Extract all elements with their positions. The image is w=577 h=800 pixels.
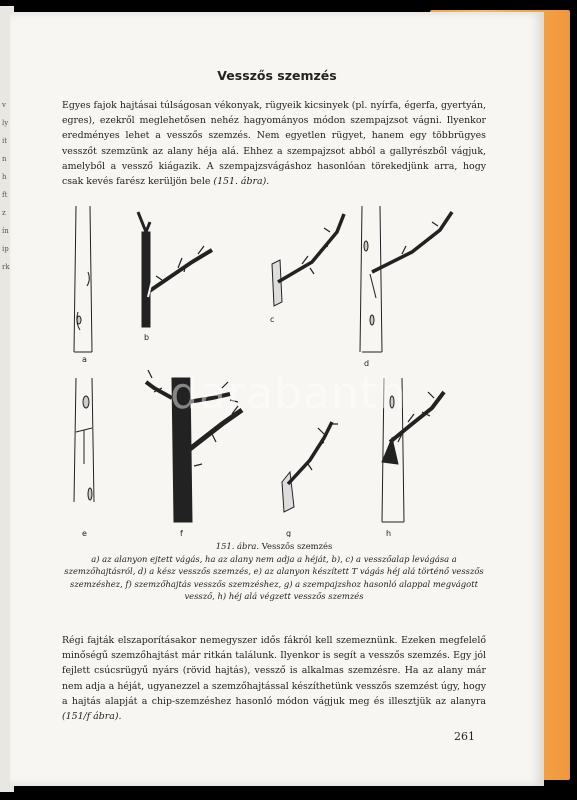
caption-title: Vesszős szemzés	[261, 541, 333, 551]
illustration-g	[282, 422, 338, 512]
illustration-d	[360, 206, 452, 352]
figure-label-b: b	[144, 333, 150, 342]
illustration-a	[74, 206, 92, 352]
watermark: darabanth	[170, 368, 407, 419]
figure-label-e: e	[82, 529, 87, 537]
illustration-c	[272, 214, 344, 306]
figure-caption	[62, 540, 486, 603]
left-page-marks: v ly it n h ft z ín ip rk	[2, 101, 10, 271]
second-paragraph	[62, 633, 486, 724]
section-title: Vesszős szemzés	[217, 68, 337, 83]
intro-figure-ref: (151. ábra).	[213, 176, 270, 188]
second-figure-ref: (151/f ábra).	[62, 711, 122, 723]
intro-paragraph	[62, 98, 486, 189]
figure-label-a: a	[82, 355, 87, 364]
figure-label-g: g	[286, 529, 292, 537]
figure-label-h: h	[386, 529, 392, 537]
caption-number: 151. ábra.	[215, 541, 260, 551]
caption-text: a) az alanyon ejtett vágás, ha az alany nem adja a héját, b), c) a vesszőalap levágása a szemzőhajtásról, d) a kész vesszős szemzés, e) az alanyon készített T vágás héj alá történő vesszős szemzéshez, f) szemzőhajtás vesszős szemzéshez, g) a szempajzshoz hasonló alappal megvágott vessző, h) héj alá végzett vesszős szemzés	[64, 553, 484, 602]
figure-label-d: d	[364, 359, 370, 368]
figure-label-c: c	[270, 315, 275, 324]
second-text: Régi fajták elszaporításakor nemegyszer idős fákról kell szemeznünk. Ezeken megfelelő minőségű szemzőhajtást már ritkán találunk. Ilyenkor is segít a vesszős szemzés. Egy jól fejlett csúcsrügyű nyárs (rövid hajtás), vessző is alkalmas szemzésre. Ha az alany már nem adja a héját, ugyanezzel a szemzőhajtással készíthetünk vesszős szemzést úgy, hogy a hajtás alapját a chip-szemzéshez hasonló módon vágjuk meg és illesztjük az alanyra	[62, 635, 486, 707]
figure-label-f: f	[180, 529, 183, 537]
page-number: 261	[454, 730, 475, 743]
illustration-b	[138, 212, 212, 327]
intro-text: Egyes fajok hajtásai túlságosan vékonyak, rügyeik kicsinyek (pl. nyírfa, égerfa, gyertyán, egres), ezekről meglehetősen nehéz hagyományos módon szempajzsot vágni. Ilyenkor eredményes lehet a vesszős szemzés. Nem egyetlen rügyet, hanem egy többrügyes vesszőt szemzünk az alany héja alá. Ehhez a szempajzsot abból a gallyrészből vágjuk, amelyből a vessző kiágazik. A szempajzsvágáshoz hasonlóan törekedjünk arra, hogy csak kevés farész kerüljön bele	[62, 100, 486, 188]
